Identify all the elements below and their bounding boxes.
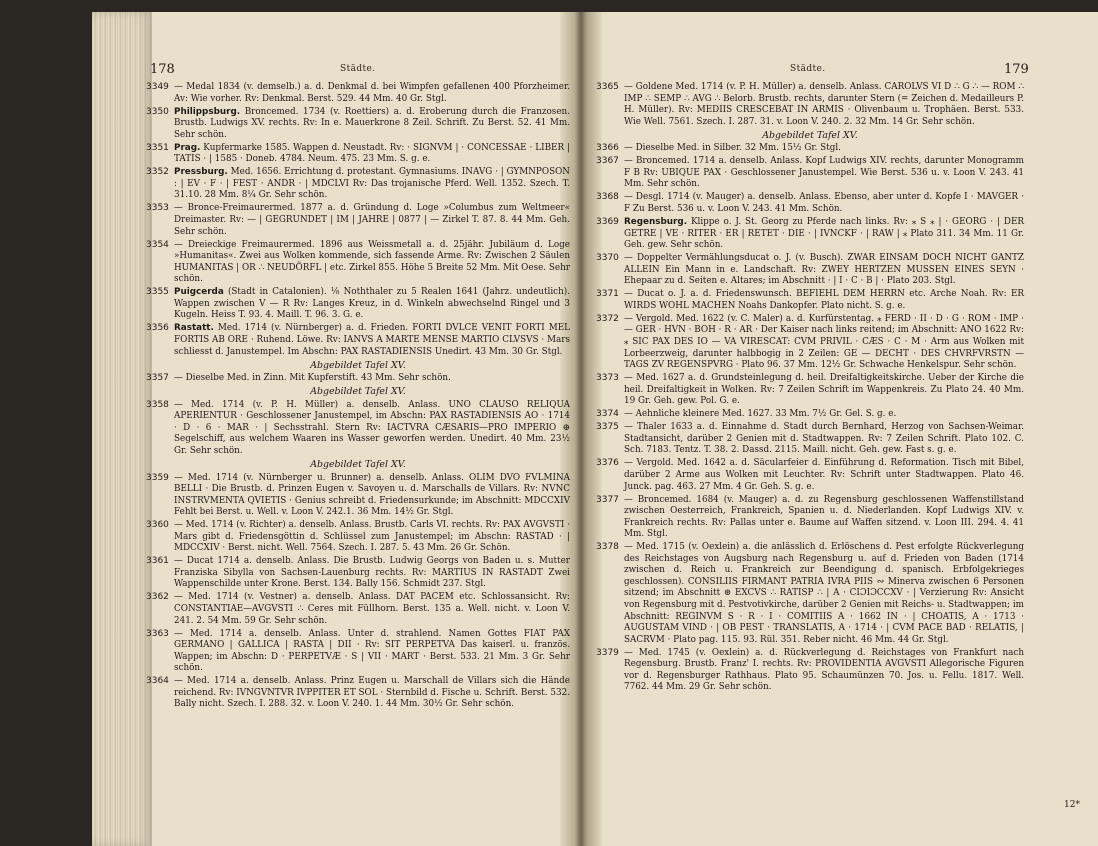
entry-text: — Ducat o. J. a. d. Friedenswunsch. BEFIEHL DEM HERRN etc. Arche Noah. Rv: ER WIRDS WOHL MACHEN Noahs Dankopfer. Plato nicht. S. g. e. (624, 289, 1024, 311)
entry-text: — Broncemed. 1714 a. denselb. Anlass. Kopf Ludwigs XIV. rechts, darunter Monogramm F B Rv: UBIQUE PAX · Geschlossener Janustempel. Wie Berst. 536 u. v. Loon V. 243. 41 Mm. Sehr schön. (624, 156, 1024, 190)
catalog-entry (146, 373, 570, 385)
catalog-entry (146, 400, 570, 458)
entry-text: — Aehnliche kleinere Med. 1627. 33 Mm. 7½ Gr. Gel. S. g. e. (624, 409, 897, 420)
entry-text: — Dieselbe Med. in Zinn. Mit Kupferstift. 43 Mm. Sehr schön. (174, 373, 451, 384)
entry-number: 3378 (596, 542, 619, 553)
entry-text: — Dieselbe Med. in Silber. 32 Mm. 15½ Gr. Stgl. (624, 143, 841, 154)
entry-number: 3371 (596, 289, 619, 300)
entry-number: 3379 (596, 647, 619, 658)
catalog-entry (596, 82, 1024, 128)
entry-number: 3376 (596, 458, 619, 469)
plate-caption: Abgebildet Tafel XV. (310, 359, 406, 371)
signature-mark: 12* (1064, 800, 1080, 810)
running-head-left: Städte. (340, 64, 376, 74)
entry-text: Med. 1714 (v. Nürnberger) a. d. Frieden. FORTI DVLCE VENIT FORTI MEL FORTIS AB ORE · Ruhend. Löwe. Rv: IANVS A MARTE MENSE MARTIO CLVSVS · Mars schliesst d. Janustempel. Im Abschn: PAX RASTADIENSIS Unedirt. 43 Mm. 30 Gr. Stgl. (174, 323, 570, 357)
page-number-left: 178 (150, 62, 175, 77)
catalog-entry (146, 629, 570, 675)
catalog-entry (146, 203, 570, 238)
entry-text: — Med. 1714 (v. Richter) a. denselb. Anlass. Brustb. Carls VI. rechts. Rv: PAX AVGVSTI · Mars gibt d. Friedensgöttin d. Schlüssel zum Janustempel; im Abschn: RASTAD · | MDCCXIV · Berst. nicht. Well. 7564. Szech. I. 287. 5. 43 Mm. 26 Gr. Schön. (174, 520, 570, 554)
entry-text: — Doppelter Vermählungsducat o. J. (v. Busch). ZWAR EINSAM DOCH NICHT GANTZ ALLEIN Ein Mann in e. Landschaft. Rv: ZWEY HERTZEN MUSSEN EINES SEYN · Ehepaar zu d. Seiten e. Altares; im Abschnitt · | I · C · B | · Plato 203. Stgl. (624, 253, 1024, 287)
entry-heading: Philippsburg. (174, 106, 241, 117)
right-page-column (596, 82, 1024, 695)
entry-number: 3350 (146, 106, 169, 117)
entry-number: 3352 (146, 167, 169, 178)
entry-text: — Vergold. Med. 1642 a. d. Säcularfeier d. Einführung d. Reformation. Tisch mit Bibel, darüber 2 Arme aus Wolken mit Leuchter. Rv: Schrift unter Stadtwappen. Plato 46. Junck. pag. 463. 27 Mm. 4 Gr. Geh. S. g. e. (624, 458, 1024, 492)
catalog-entry (596, 192, 1024, 215)
entry-text: — Med. 1714 (v. P. H. Müller) a. denselb. Anlass. UNO CLAUSO RELIQUA APERIENTUR · Geschlossener Janustempel, im Abschn: PAX RASTADIENSIS AO · 1714 · D · 6 · MAR · | Sechsstrahl. Stern Rv: IACTVRA CÆSARIS—PRO IMPERIO ⊕ Segelschiff, aus welchem Waaren ins Wasser geworfen werden. Unedirt. 40 Mm. 23½ Gr. Sehr schön. (174, 399, 570, 456)
entry-number: 3360 (146, 520, 169, 531)
entry-text: — Medal 1834 (v. demselb.) a. d. Denkmal d. bei Wimpfen gefallenen 400 Pforzheimer. Av: Wie vorher. Rv: Denkmal. Berst. 529. 44 Mm. 40 Gr. Stgl. (174, 82, 570, 104)
entry-number: 3351 (146, 142, 169, 153)
catalog-entry (146, 287, 570, 322)
catalog-entry (146, 167, 570, 202)
catalog-entry (146, 520, 570, 555)
left-page-column (146, 82, 570, 712)
entry-text: — Med. 1627 a. d. Grundsteinlegung d. heil. Dreifaltigkeitskirche. Ueber der Kirche die heil. Dreifaltigkeit in Wolken. Rv: 7 Zeilen Schrift im Wappenkreis. Zu Plato 24. 40 Mm. 19 Gr. Geh. gew. Pol. G. e. (624, 373, 1024, 407)
entry-text: — Goldene Med. 1714 (v. P. H. Müller) a. denselb. Anlass. CAROLVS VI D ∴ G ∴ — ROM ∴ IMP ∴ SEMP ∴ AVG ∴ Belorb. Brustb. rechts, darunter Stern (= Zeichen d. Medailleurs P. H. Müller). Rv: MEDIIS CRESCEBAT IN ARMIS · Olivenbaum u. Trophäen. Berst. 533. Wie Well. 7561. Szech. I. 287. 31. v. Loon V. 240. 2. 32 Mm. 14 Gr. Sehr schön. (624, 82, 1024, 127)
entry-number: 3358 (146, 399, 169, 410)
entry-text: Broncemed. 1734 (v. Roettiers) a. d. Eroberung durch die Franzosen. Brustb. Ludwigs XV. rechts. Rv: In e. Mauerkrone 8 Zeil. Schrift. Zu Berst. 52. 41 Mm. Sehr schön. (174, 106, 570, 140)
catalog-entry (596, 143, 1024, 155)
entry-text: — Desgl. 1714 (v. Mauger) a. denselb. Anlass. Ebenso, aber unter d. Kopfe I · MAVGER · F Zu Berst. 536 u. v. Loon V. 243. 41 Mm. Schön. (624, 192, 1024, 214)
entry-number: 3355 (146, 287, 169, 298)
entry-number: 3365 (596, 82, 619, 92)
plate-caption: Abgebildet Tafel XV. (762, 129, 858, 141)
entry-number: 3374 (596, 409, 619, 420)
entry-number: 3367 (596, 156, 619, 167)
catalog-entry (146, 143, 570, 166)
catalog-entry (596, 314, 1024, 372)
catalog-entry (596, 253, 1024, 288)
catalog-entry (596, 156, 1024, 191)
catalog-entry (146, 107, 570, 142)
entry-heading: Prag. (174, 142, 201, 153)
entry-heading: Puigcerda (174, 287, 224, 298)
entry-text: Klippe o. J. St. Georg zu Pferde nach links. Rv: ⁎ S ⁎ | · GEORG · | DER GETRE | VE · RITER · ER | RETET · DIE · | IVNCKF · | RAW | ⁎ Plato 311. 34 Mm. 11 Gr. Geh. gew. Sehr schön. (624, 217, 1024, 251)
entry-number: 3373 (596, 373, 619, 384)
entry-number: 3356 (146, 323, 169, 334)
catalog-entry (596, 373, 1024, 408)
catalog-entry (146, 240, 570, 286)
catalog-entry (596, 289, 1024, 312)
catalog-entry (596, 542, 1024, 646)
running-head-right: Städte. (790, 64, 826, 74)
catalog-entry (596, 217, 1024, 252)
page-edges (92, 12, 152, 846)
entry-number: 3361 (146, 556, 169, 567)
catalog-entry (146, 592, 570, 627)
plate-caption: Abgebildet Tafel XV. (310, 386, 406, 398)
entry-number: 3362 (146, 592, 169, 603)
entry-number: 3377 (596, 494, 619, 505)
entry-text: Kupfermarke 1585. Wappen d. Neustadt. Rv: · SIGNVM | · CONCESSAE · LIBER | TATIS · | 1585 · Doneb. 4784. Neum. 475. 23 Mm. S. g. e. (174, 142, 570, 165)
catalog-entry (596, 495, 1024, 541)
plate-caption: Abgebildet Tafel XV. (310, 458, 406, 470)
entry-number: 3366 (596, 143, 619, 154)
entry-text: — Med. 1715 (v. Oexlein) a. die anlässlich d. Erlöschens d. Pest erfolgte Rückverlegung des Reichstages von Augsburg nach Regensburg u. auf d. Frieden von Baden (1714 zwischen d. Reich u. Frankreich zur Beendigung d. spanisch. Erbfolgekrieges geschlossen). CONSILIIS FIRMANT PATRIA IVRA PIIS ∾ Minerva zwischen 6 Personen sitzend; im Abschnitt ⊛ EXCVS ∴ RATISP ∴ | A · CIƆIƆCCXV · | Verzierung Rv: Ansicht von Regensburg mit d. Pestvotivkirche, darüber 2 Genien mit Reichs- u. Stadtwappen; im Abschnitt: REGINVM S · R · I · COMITIIS A · 1662 IN · | CHOATIS, A · 1713 · AUGUSTAM VIND · | OB PEST · TRANSLATIS, A · 1714 · | CVM PACE BAD · RELATIS, | SACRVM · Plato pag. 115. 93. Rül. 351. Reber nicht. 46 Mm. 44 Gr. Stgl. (624, 542, 1024, 645)
catalog-entry (146, 676, 570, 711)
entry-text: Med. 1656. Errichtung d. protestant. Gymnasiums. INAVG · | GYMNPOSON : | EV · F · | FEST · ANDR · | MDCLVI Rv: Das trojanische Pferd. Well. 1352. Szech. T. 31.10. 28 Mm. 8¼ Gr. Sehr schön. (174, 167, 570, 201)
entry-text: — Med. 1714 (v. Vestner) a. denselb. Anlass. DAT PACEM etc. Schlossansicht. Rv: CONSTANTIAE—AVGVSTI ∴ Ceres mit Füllhorn. Berst. 135 a. Well. nicht. v. Loon V. 241. 2. 54 Mm. 59 Gr. Sehr schön. (174, 592, 570, 626)
entry-number: 3375 (596, 422, 619, 433)
entry-heading: Pressburg. (174, 167, 228, 178)
entry-text: — Broncemed. 1684 (v. Mauger) a. d. zu Regensburg geschlossenen Waffenstillstand zwischen Oesterreich, Frankreich, Spanien u. d. Niederlanden. Kopf Ludwigs XIV. v. Frankreich rechts. Rv: Pallas unter e. Baume auf Waffen sitzend. v. Loon III. 294. 4. 41 Mm. Stgl. (624, 494, 1024, 540)
entry-number: 3349 (146, 82, 169, 92)
entry-text: — Vergold. Med. 1622 (v. C. Maler) a. d. Kurfürstentag. ⁎ FERD · II · D · G · ROM · IMP · — GER · HVN · BOH · R · AR · Der Kaiser nach links reitend; im Abschnitt: ANO 1622 Rv: ⁎ SIC PAX DES IO — VA VIRESCAT: CVM PRIVIL · CÆS · C · M · Arm aus Wolken mit Lorbeerzweig, darunter halbbogig in 2 Zeilen: GE — DECHT · DES CHVRFVRSTN — TAGS ZV REGENSPVRG · Plato 96. 37 Mm. 12½ Gr. Schwache Henkelspur. Sehr schön. (624, 313, 1024, 371)
entry-text: — Med. 1714 a. denselb. Anlass. Prinz Eugen u. Marschall de Villars sich die Hände reichend. Rv: IVNGVNTVR IVPPITER ET SOL · Sternbild d. Fische u. Schrift. Berst. 532. Bally nicht. Szech. I. 288. 32. v. Loon V. 240. 1. 44 Mm. 30½ Gr. Sehr schön. (174, 676, 570, 710)
entry-text: — Dreieckige Freimaurermed. 1896 aus Weissmetall a. d. 25jähr. Jubiläum d. Loge »Humanitas«. Zwei aus Wolken kommende, sich fassende Arme. Rv: Zwischen 2 Säulen HUMANITAS | OR ∴ NEUDÖRFL | etc. Zirkel 855. Höhe 5 Breite 52 Mm. Mit Oese. Sehr schön. (174, 239, 570, 285)
catalog-entry (596, 458, 1024, 493)
entry-number: 3372 (596, 313, 619, 324)
entry-number: 3357 (146, 373, 169, 384)
page-number-right: 179 (1004, 62, 1029, 77)
entry-text: — Ducat 1714 a. denselb. Anlass. Die Brustb. Ludwig Georgs von Baden u. s. Mutter Franziska Sibylla von Sachsen-Lauenburg rechts. Rv: MARTIUS IN RASTADT Zwei Wappenschilde unter Krone. Berst. 134. Bally 156. Schmidt 237. Stgl. (174, 556, 570, 590)
catalog-entry (146, 473, 570, 519)
entry-number: 3359 (146, 472, 169, 483)
entry-number: 3369 (596, 217, 619, 228)
entry-number: 3354 (146, 239, 169, 250)
entry-number: 3370 (596, 253, 619, 264)
entry-text: — Med. 1745 (v. Oexlein) a. d. Rückverlegung d. Reichstages von Frankfurt nach Regensburg. Brustb. Franz' I. rechts. Rv: PROVIDENTIA AVGVSTI Allegorische Figuren vor d. Regensburger Rathhaus. Plato 95. Schaumünzen 70. Jos. u. Fellu. 1817. Well. 7762. 44 Mm. 29 Gr. Sehr schön. (624, 647, 1024, 693)
catalog-entry (146, 556, 570, 591)
catalog-entry (596, 409, 1024, 421)
entry-text: — Thaler 1633 a. d. Einnahme d. Stadt durch Bernhard, Herzog von Sachsen-Weimar. Stadtansicht, darüber 2 Genien mit d. Stadtwappen. Rv: 7 Zeilen Schrift. Plato 102. C. Sch. 7183. Tentz. T. 38. 2. Dassd. 2115. Maill. nicht. Geh. gew. Fast s. g. e. (624, 422, 1024, 456)
entry-number: 3353 (146, 203, 169, 214)
entry-number: 3363 (146, 628, 169, 639)
catalog-entry (596, 648, 1024, 694)
entry-number: 3368 (596, 192, 619, 203)
entry-number: 3364 (146, 676, 169, 687)
catalog-entry (146, 323, 570, 358)
entry-text: (Stadt in Catalonien). ⅛ Noththaler zu 5 Realen 1641 (Jahrz. undeutlich). Wappen zwischen V — R Rv: Langes Kreuz, in d. Winkeln abwechselnd Ringel und 3 Kugeln. Heiss T. 93. 4. Maill. T. 96. 3. G. e. (174, 287, 570, 321)
catalog-entry (596, 422, 1024, 457)
entry-text: — Bronce-Freimaurermed. 1877 a. d. Gründung d. Loge »Columbus zum Weltmeer« Dreimaster. Rv: — | GEGRUNDET | IM | JAHRE | 0877 | — Zirkel T. 87. 8. 44 Mm. Geh. Sehr schön. (174, 203, 570, 237)
entry-heading: Regensburg. (624, 217, 688, 228)
catalog-entry (146, 82, 570, 105)
entry-text: — Med. 1714 (v. Nürnberger u. Brunner) a. denselb. Anlass. OLIM DVO FVLMINA BELLI · Die Brustb. d. Prinzen Eugen v. Savoyen u. d. Marschalls de Villars. Rv: NVNC INSTRVMENTA QVIETIS · Genius schreibt d. Friedensurkunde; im Abschnitt: MDCCXIV Fehlt bei Berst. u. Well. v. Loon V. 242.1. 36 Mm. 14½ Gr. Stgl. (174, 472, 570, 518)
entry-text: — Med. 1714 a. denselb. Anlass. Unter d. strahlend. Namen Gottes FIAT PAX GERMANO | GALLICA | RASTA | DII · Rv: SIT PERPETVA Das kaiserl. u. französ. Wappen; im Abschn: D · PERPETVÆ · S | VII · MART · Berst. 533. 21 Mm. 3 Gr. Sehr schön. (174, 628, 570, 674)
entry-heading: Rastatt. (174, 323, 214, 334)
